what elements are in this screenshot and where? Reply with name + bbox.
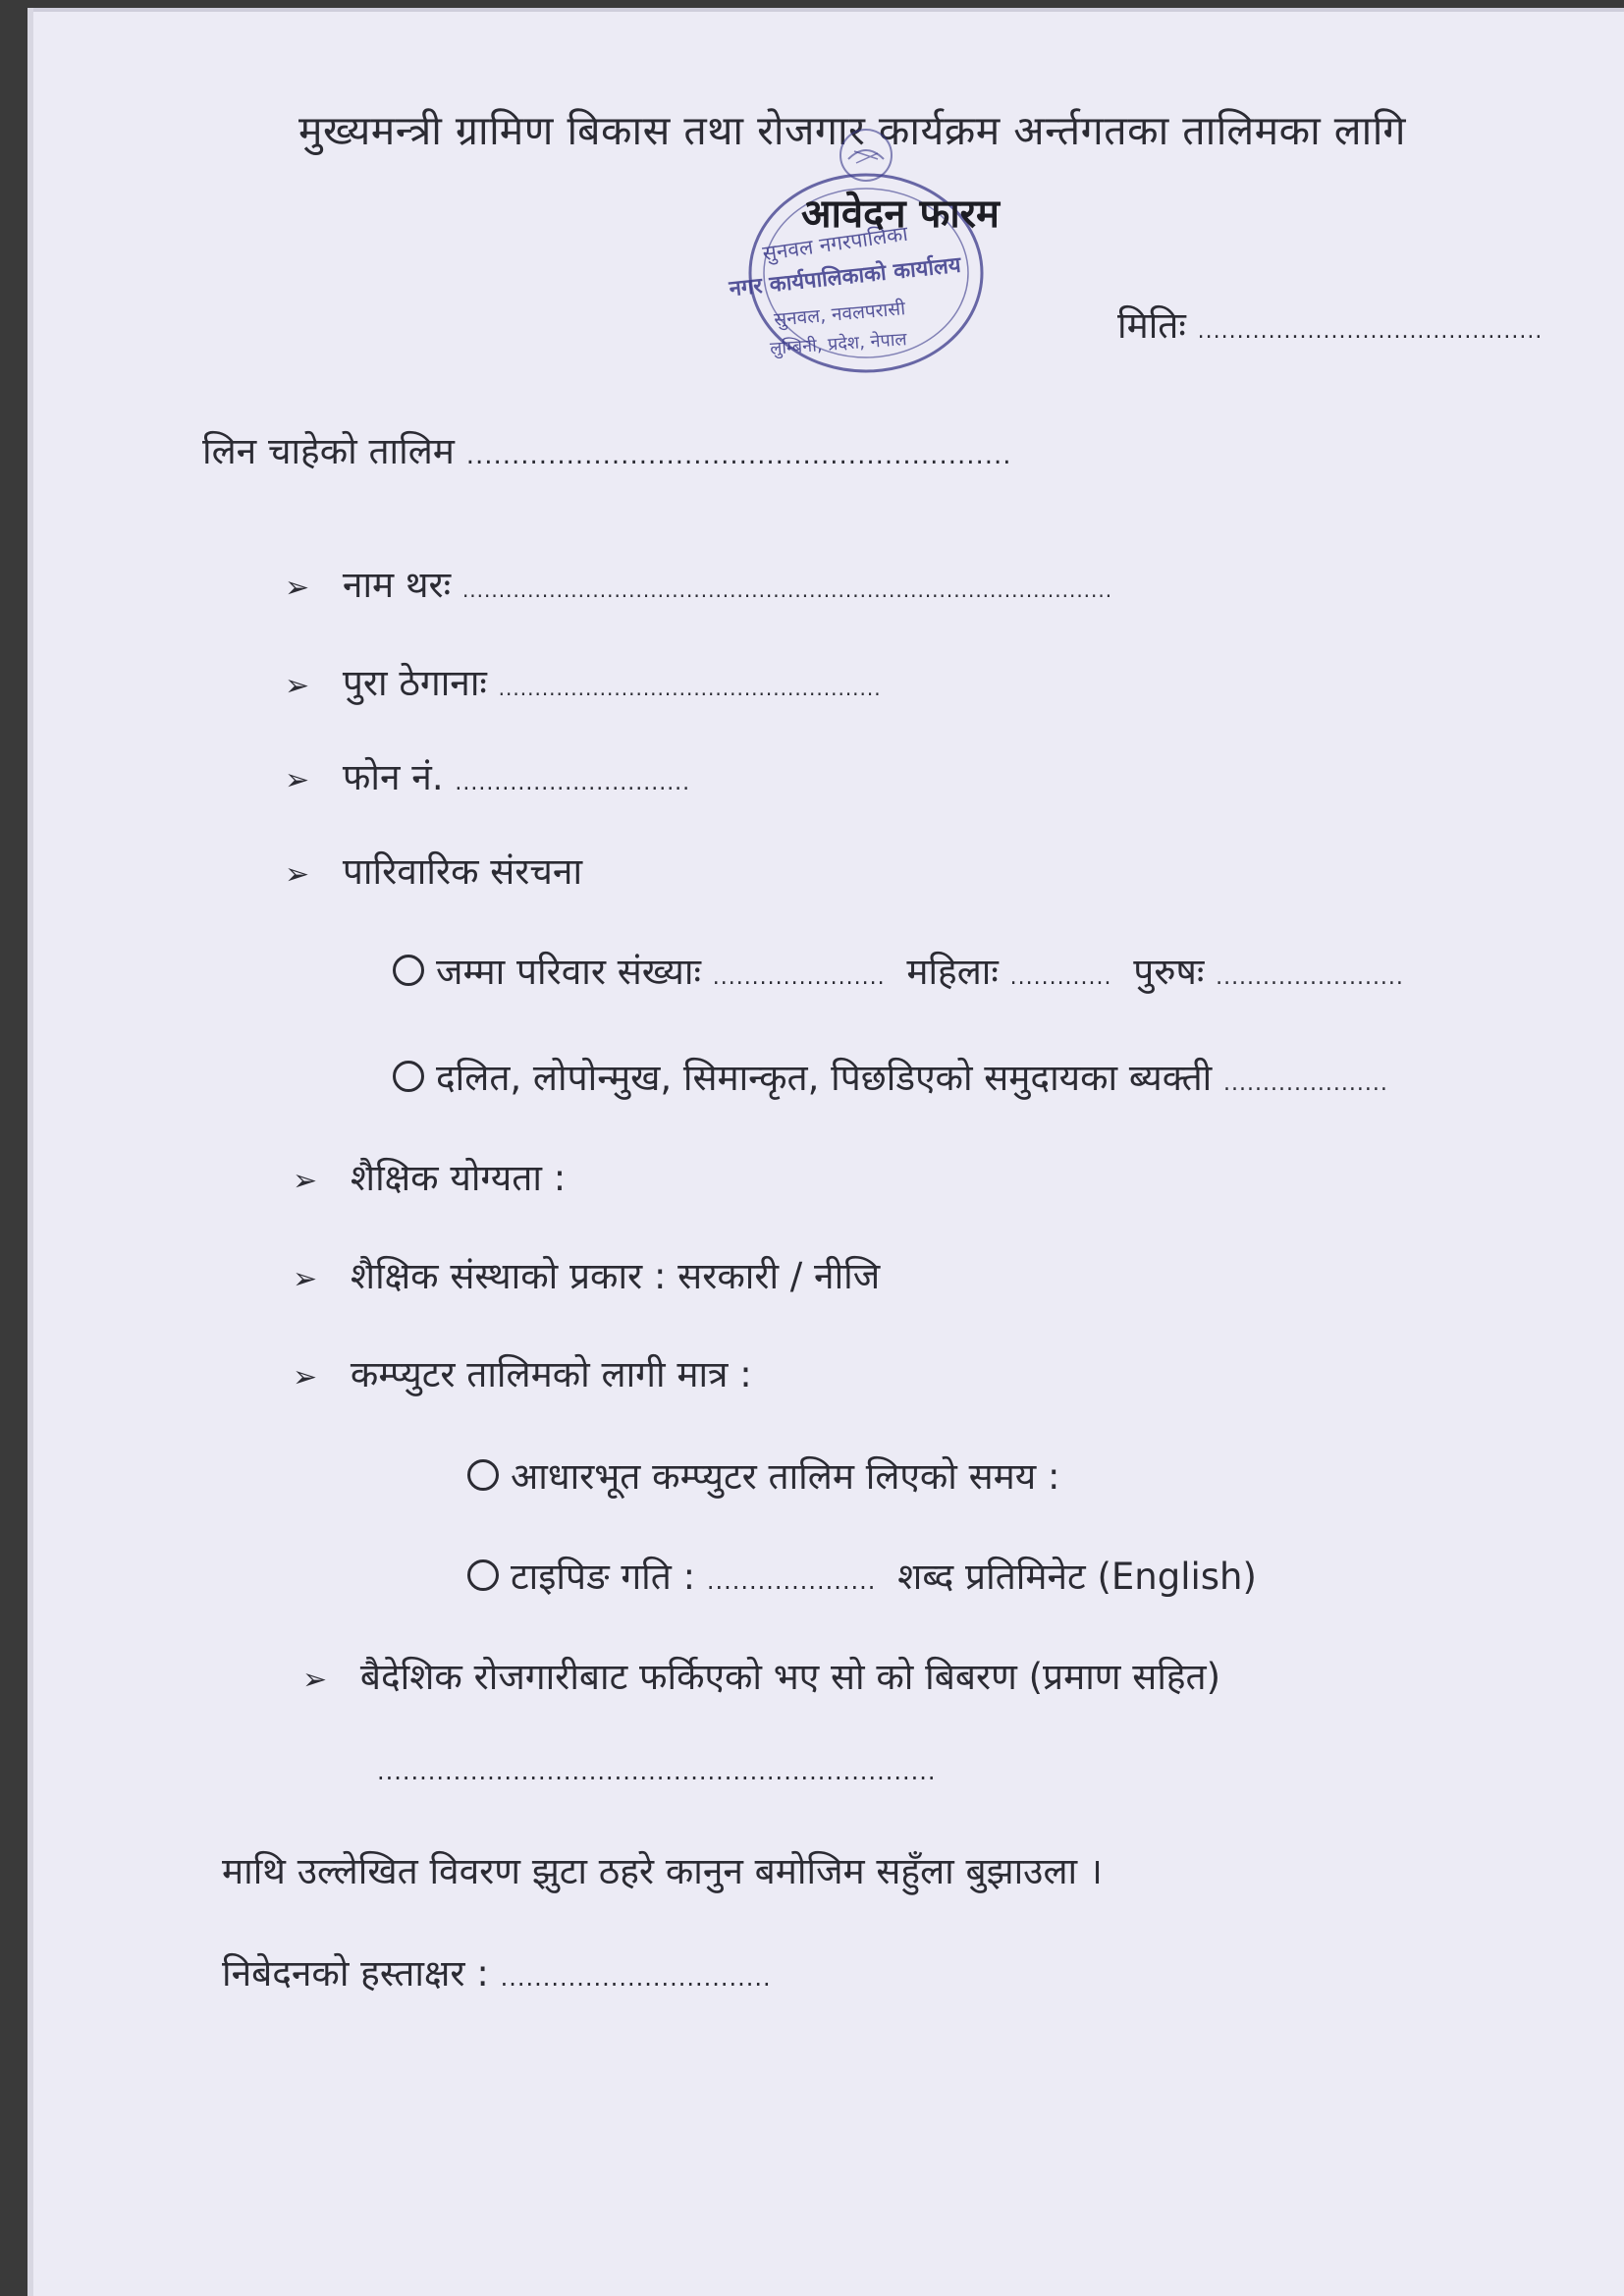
typing-unit-label: शब्द प्रतिमिनेट (English) — [897, 1556, 1257, 1598]
arrow-bullet-icon: ➢ — [293, 1164, 318, 1198]
signature-field[interactable]: ................................ — [500, 1964, 772, 1992]
female-label: महिलाः — [906, 951, 999, 993]
total-family-label: जम्मा परिवार संख्याः — [436, 951, 701, 993]
marginalized-row — [393, 1051, 1388, 1101]
phone-row — [285, 750, 690, 800]
date-field[interactable]: ............................................ — [1197, 319, 1543, 344]
date-label: मितिः — [1117, 304, 1186, 347]
arrow-bullet-icon: ➢ — [293, 1262, 318, 1296]
marginalized-label: दलित, लोपोन्मुख, सिमान्कृत, पिछडिएको समुदायका ब्यक्ती — [436, 1057, 1213, 1099]
address-label: पुरा ठेगानाः — [342, 662, 487, 704]
training-field[interactable]: ............................................................ — [465, 441, 1012, 470]
education-label: शैक्षिक योग्यता : — [350, 1157, 567, 1199]
circle-bullet-icon — [393, 955, 424, 986]
basic-computer-row — [467, 1449, 1059, 1500]
family-count-row — [393, 945, 1404, 995]
circle-bullet-icon — [467, 1459, 499, 1491]
male-field[interactable]: ........................ — [1216, 965, 1404, 990]
basic-computer-label: आधारभूत कम्प्युटर तालिम लिएको समय : — [511, 1455, 1060, 1498]
address-field[interactable]: ..................................................... — [498, 677, 882, 700]
form-title: आवेदन फारम — [801, 191, 1000, 237]
arrow-bullet-icon: ➢ — [285, 857, 310, 892]
foreign-employment-details — [377, 1746, 937, 1788]
institution-row — [293, 1249, 880, 1299]
name-field[interactable]: .......................................................................................... — [461, 578, 1113, 602]
date-row — [1117, 299, 1543, 349]
seal-line-4: लुम्बिनी, प्रदेश, नेपाल — [769, 329, 908, 359]
arrow-bullet-icon: ➢ — [285, 763, 310, 797]
page-top-edge — [27, 8, 1624, 12]
training-label: लिन चाहेको तालिम — [202, 430, 455, 472]
phone-field[interactable]: .............................. — [455, 771, 691, 795]
seal-line-1: सुनवल नगरपालिका — [761, 221, 910, 266]
marginalized-field[interactable]: ..................... — [1223, 1071, 1388, 1096]
form-header-title: मुख्यमन्त्री ग्रामिण बिकास तथा रोजगार कार्यक्रम अर्न्तगतका तालिमका लागि — [298, 107, 1406, 154]
name-label: नाम थरः — [342, 564, 452, 606]
typing-label: टाइपिङ गति : — [511, 1556, 696, 1598]
foreign-employment-field[interactable]: .................................................................. — [377, 1758, 937, 1785]
foreign-employment-label: बैदेशिक रोजगारीबाट फर्किएको भए सो को बिबरण (प्रमाण सहित) — [359, 1656, 1221, 1698]
typing-row — [467, 1550, 1257, 1600]
training-row — [202, 424, 1012, 474]
arrow-bullet-icon: ➢ — [285, 571, 310, 605]
institution-label: शैक्षिक संस्थाको प्रकार : सरकारी / नीजि — [350, 1255, 881, 1297]
page-left-edge — [27, 8, 33, 2296]
phone-label: फोन नं. — [342, 756, 444, 798]
family-label: पारिवारिक संरचना — [342, 850, 583, 893]
education-row — [293, 1151, 566, 1201]
circle-bullet-icon — [467, 1559, 499, 1591]
computer-row — [293, 1347, 752, 1397]
name-row — [285, 558, 1112, 608]
form-page — [27, 8, 1624, 2296]
seal-line-2: नगर कार्यपालिकाको कार्यालय — [728, 252, 962, 302]
male-label: पुरुषः — [1133, 951, 1205, 993]
signature-label: निबेदनको हस्ताक्षर : — [222, 1952, 489, 1995]
female-field[interactable]: ............. — [1009, 965, 1112, 990]
total-family-field[interactable]: ...................... — [712, 965, 886, 990]
signature-row — [222, 1946, 772, 1996]
seal-line-3: सुनवल, नवलपरासी — [773, 298, 906, 331]
declaration-text: माथि उल्लेखित विवरण झुटा ठहरे कानुन बमोजिम सहुँला बुझाउला । — [222, 1850, 1103, 1892]
circle-bullet-icon — [393, 1061, 424, 1092]
foreign-employment-row — [302, 1650, 1220, 1700]
address-row — [285, 656, 882, 706]
arrow-bullet-icon: ➢ — [302, 1663, 328, 1697]
arrow-bullet-icon: ➢ — [293, 1360, 318, 1394]
typing-field[interactable]: .................... — [706, 1567, 877, 1595]
family-row — [285, 845, 582, 895]
municipality-seal — [719, 126, 1013, 420]
computer-label: कम्प्युटर तालिमको लागी मात्र : — [350, 1353, 752, 1395]
arrow-bullet-icon: ➢ — [285, 669, 310, 703]
